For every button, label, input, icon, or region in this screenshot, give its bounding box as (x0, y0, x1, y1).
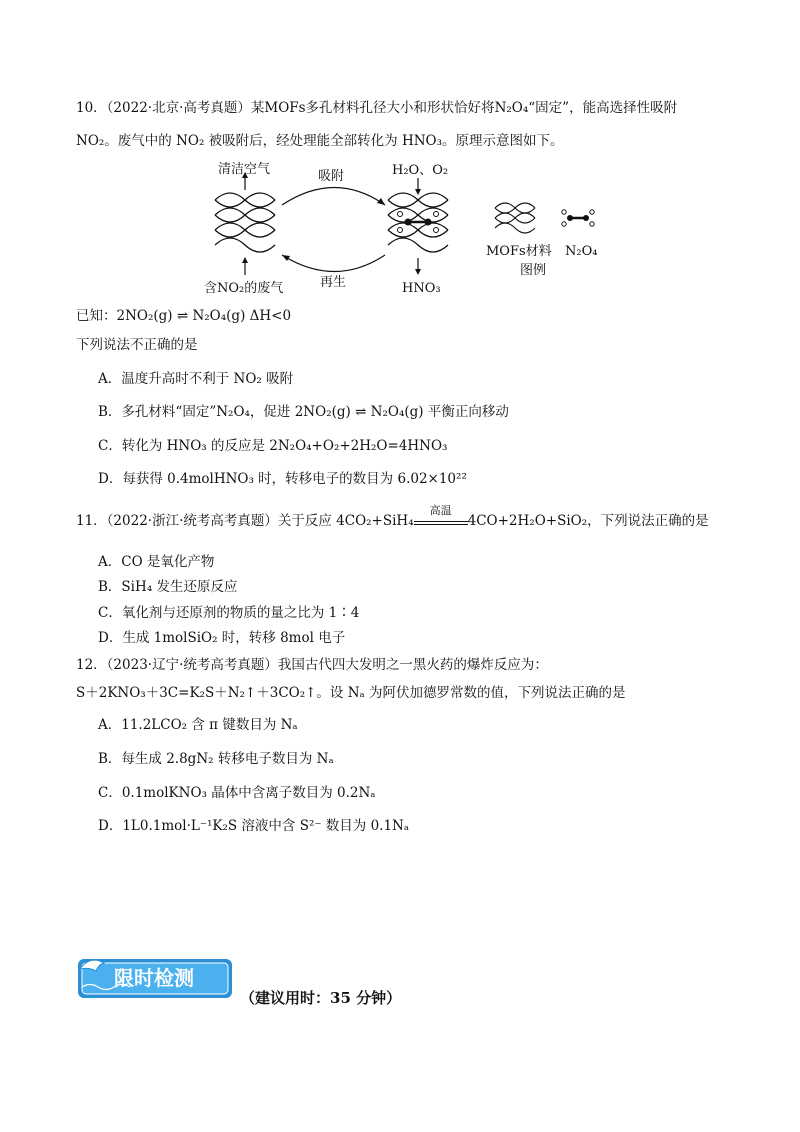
badge-label: 限时检测 (114, 966, 194, 990)
q10-stem-line2: NO₂。废气中的 NO₂ 被吸附后，经处理能全部转化为 HNO₃。原理示意图如下。 (76, 133, 564, 149)
q11-option-c[interactable]: C．氧化剂与还原剂的物质的量之比为 1∶4 (98, 605, 360, 621)
legend-mof-icon (495, 203, 535, 233)
q10-known: 已知：2NO₂(g) ⇌ N₂O₄(g) ΔH<0 (76, 308, 292, 324)
q10-stem-a: 10．（2022·北京·高考真题）某MOFs多孔材料孔径大小和形状恰好将 (76, 100, 495, 116)
q11-stem-b: 4CO+2H₂O+SiO₂，下列说法正确的是 (467, 513, 709, 529)
q10-option-b[interactable]: B．多孔材料“固定”N₂O₄，促进 2NO₂(g) ⇌ N₂O₄(g) 平衡正向移动 (98, 404, 509, 420)
waste-gas-label: 含NO₂的废气 (204, 281, 284, 296)
q12-option-b[interactable]: B．每生成 2.8gN₂ 转移电子数目为 Nₐ (98, 751, 334, 767)
q11-option-a[interactable]: A．CO 是氧化产物 (98, 554, 215, 570)
q11-stem (76, 504, 709, 531)
q12-option-a[interactable]: A．11.2LCO₂ 含 π 键数目为 Nₐ (98, 717, 298, 733)
timed-test-badge (76, 955, 234, 1000)
q11-stem-a: 11．（2022·浙江·统考高考真题）关于反应 4CO₂+SiH₄ (76, 513, 414, 529)
q11-option-b[interactable]: B．SiH₄ 发生还原反应 (98, 579, 238, 595)
adsorb-label: 吸附 (318, 169, 345, 184)
q12-option-c[interactable]: C．0.1molKNO₃ 晶体中含离子数目为 0.2Nₐ (98, 785, 376, 801)
q10-stem-formula: N₂O₄ (494, 100, 529, 116)
q10-option-a[interactable]: A．温度升高时不利于 NO₂ 吸附 (98, 371, 294, 387)
q10-option-c[interactable]: C．转化为 HNO₃ 的反应是 2N₂O₄+O₂+2H₂O=4HNO₃ (98, 438, 448, 454)
q11-condition: 高温 (429, 504, 452, 517)
q12-option-d[interactable]: D．1L0.1mol·L⁻¹K₂S 溶液中含 S²⁻ 数目为 0.1Nₐ (98, 818, 410, 834)
q11-option-d[interactable]: D．生成 1molSiO₂ 时，转移 8mol 电子 (98, 630, 346, 646)
suggested-time: （建议用时：35 分钟） (240, 989, 402, 1007)
adsorb-arrow (282, 188, 385, 206)
q11-condition-arrow (414, 504, 468, 525)
clean-air-label: 清洁空气 (218, 162, 271, 177)
q10-stem-b: “固定”，能高选择性吸附 (528, 100, 678, 116)
h2o-o2-label: H₂O、O₂ (392, 163, 449, 178)
legend-n2o4-label: N₂O₄ (565, 244, 598, 259)
mof-left-icon (215, 193, 275, 252)
legend-n2o4-icon (562, 210, 594, 226)
hno3-label: HNO₃ (402, 281, 441, 296)
regenerate-label: 再生 (320, 275, 347, 290)
q12-stem-line1: 12．（2023·辽宁·统考高考真题）我国古代四大发明之一黑火药的爆炸反应为： (76, 657, 548, 673)
q12-stem-line2: S＋2KNO₃＋3C=K₂S＋N₂↑＋3CO₂↑。设 Nₐ 为阿伏加德罗常数的值，下列说法正确的是 (76, 685, 626, 701)
q10-option-d[interactable]: D．每获得 0.4molHNO₃ 时，转移电子的数目为 6.02×10²² (98, 471, 467, 487)
adsorption-diagram (190, 160, 630, 300)
regenerate-arrow (282, 255, 385, 272)
legend-title: 图例 (520, 263, 547, 278)
q10-stem-line1 (76, 98, 677, 118)
legend-mof-label: MOFs材料 (486, 244, 552, 259)
q10-question: 下列说法不正确的是 (76, 337, 198, 353)
